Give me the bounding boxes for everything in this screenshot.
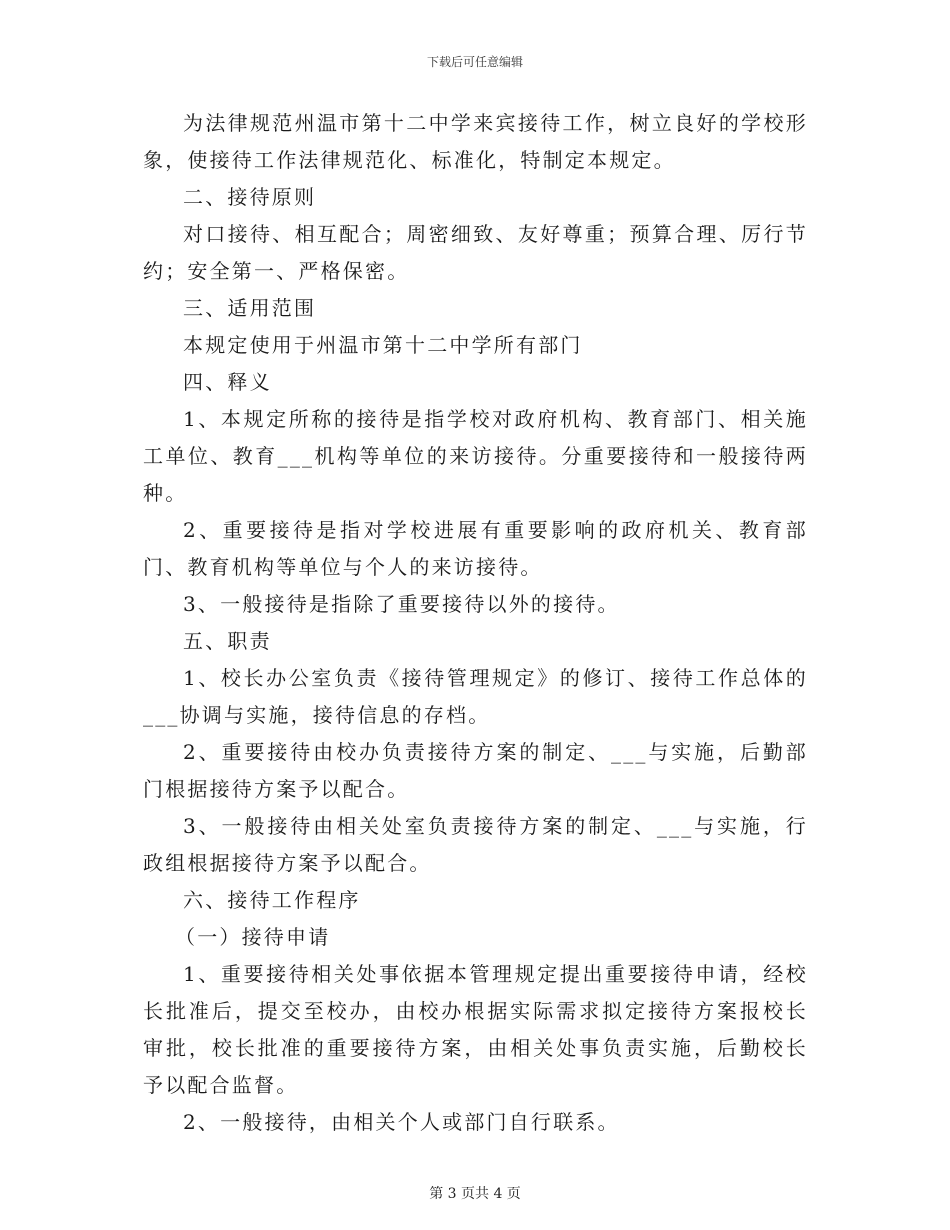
heading-scope: 三、适用范围 — [183, 296, 317, 320]
paragraph-duty-1: 1、校长办公室负责《接待管理规定》的修订、接待工作总体的___协调与实施，接待信息的存档。 — [143, 666, 808, 727]
document-body — [143, 105, 808, 1141]
paragraph-duty-3: 3、一般接待由相关处室负责接待方案的制定、___与实施，行政组根据接待方案予以配合。 — [143, 814, 808, 875]
paragraph-definition-1: 1、本规定所称的接待是指学校对政府机构、教育部门、相关施工单位、教育___机构等单位的来访接待。分重要接待和一般接待两种。 — [143, 407, 808, 505]
paragraph-definition-3: 3、一般接待是指除了重要接待以外的接待。 — [183, 592, 620, 616]
paragraph-definition-2: 2、重要接待是指对学校进展有重要影响的政府机关、教育部门、教育机构等单位与个人的来访接待。 — [143, 518, 808, 579]
page-header: 下载后可任意编辑 — [426, 55, 523, 69]
paragraph-duty-2: 2、重要接待由校办负责接待方案的制定、___与实施，后勤部门根据接待方案予以配合。 — [143, 740, 808, 801]
heading-definitions: 四、释义 — [183, 370, 272, 394]
paragraph-procedure-1: 1、重要接待相关处事依据本管理规定提出重要接待申请，经校长批准后，提交至校办，由校办根据实际需求拟定接待方案报校长审批，校长批准的重要接待方案，由相关处事负责实施，后勤校长予以配合监督。 — [143, 962, 808, 1097]
paragraph-procedure-2: 2、一般接待，由相关个人或部门自行联系。 — [183, 1110, 620, 1134]
page-footer: 第 3 页共 4 页 — [429, 1186, 521, 1202]
heading-procedure: 六、接待工作程序 — [183, 888, 361, 912]
heading-duties: 五、职责 — [183, 629, 272, 653]
heading-principles: 二、接待原则 — [183, 185, 317, 209]
subheading-application: （一）接待申请 — [175, 925, 331, 949]
paragraph-intro: 为法律规范州温市第十二中学来宾接待工作，树立良好的学校形象，使接待工作法律规范化、标准化，特制定本规定。 — [143, 111, 808, 172]
paragraph-principles: 对口接待、相互配合；周密细致、友好尊重；预算合理、厉行节约；安全第一、严格保密。 — [143, 222, 808, 283]
paragraph-scope: 本规定使用于州温市第十二中学所有部门 — [183, 333, 583, 357]
